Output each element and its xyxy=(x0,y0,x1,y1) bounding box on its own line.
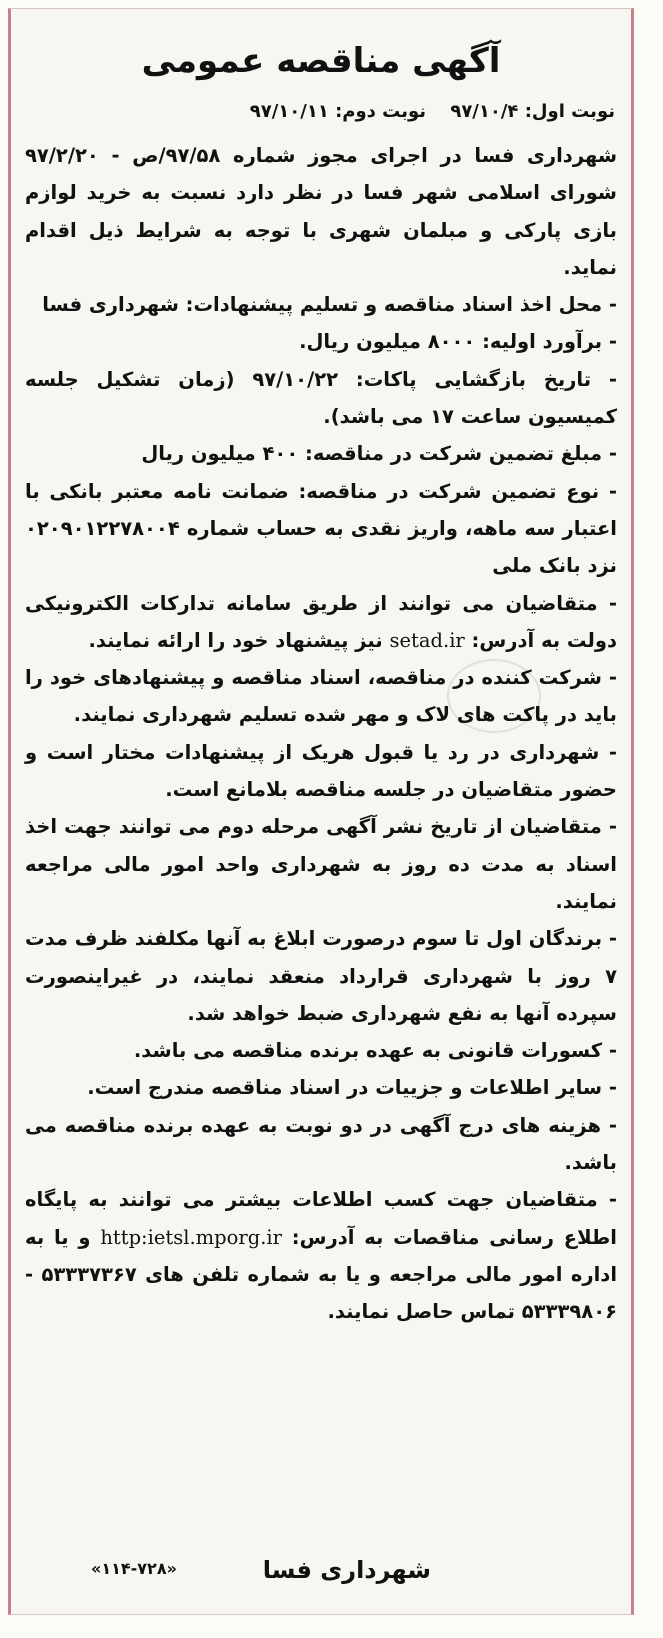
paragraph-intro: شهرداری فسا در اجرای مجوز شماره ۹۷/۵۸/ص - ۹۷/۲/۲۰ شورای اسلامی شهر فسا در نظر دارد نسبت به خرید لوازم بازی پارکی و مبلمان شهری با توجه به شرایط ذیل اقدام نماید. xyxy=(25,144,617,279)
newspaper-clipping xyxy=(8,8,634,1615)
notice-body xyxy=(25,137,617,1331)
setad-text-after: نیز پیشنهاد خود را ارائه نمایند. xyxy=(88,628,383,652)
second-round-date: نوبت دوم: ۹۷/۱۰/۱۱ xyxy=(249,101,427,122)
signature: شهرداری فسا xyxy=(262,1556,431,1584)
notice-title: آگهی مناقصه عمومی xyxy=(141,41,501,81)
paragraph-rejection-right: - شهرداری در رد یا قبول هریک از پیشنهادات مختار است و حضور متقاضیان در جلسه مناقصه بلامانع است. xyxy=(25,740,617,802)
first-round-date: نوبت اول: ۹۷/۱۰/۴ xyxy=(450,101,615,122)
paragraph-winners: - برندگان اول تا سوم درصورت ابلاغ به آنها مکلفند ظرف مدت ۷ روز با شهرداری قرارداد منعقد نمایند، در غیراینصورت سپرده آنها به نفع شهرداری ضبط خواهد شد. xyxy=(25,927,617,1025)
contact-link[interactable]: http:ietsl.mporg.ir xyxy=(100,1225,282,1249)
paragraph-location: - محل اخذ اسناد مناقصه و تسلیم پیشنهادات: شهرداری فسا xyxy=(42,293,617,317)
paragraph-estimate: - برآورد اولیه: ۸۰۰۰ میلیون ریال. xyxy=(299,330,617,354)
contact-text-before: - متقاضیان جهت کسب اطلاعات بیشتر می توانند به پایگاه اطلاع رسانی مناقصات به آدرس: xyxy=(25,1188,617,1249)
paragraph-setad xyxy=(25,585,617,660)
paragraph-document-collection: - متقاضیان از تاریخ نشر آگهی مرحله دوم می توانند جهت اخذ اسناد به مدت ده روز به شهرداری واحد امور مالی مراجعه نمایند. xyxy=(25,815,617,913)
paragraph-deductions: - کسورات قانونی به عهده برنده مناقصه می باشد. xyxy=(133,1039,617,1063)
paragraph-contact xyxy=(25,1181,617,1330)
paragraph-other-info: - سایر اطلاعات و جزییات در اسناد مناقصه مندرج است. xyxy=(87,1076,617,1100)
notice-code: «۱۱۴-۷۲۸» xyxy=(91,1559,177,1578)
paragraph-guarantee-amount: - مبلغ تضمین شرکت در مناقصه: ۴۰۰ میلیون ریال xyxy=(141,442,617,466)
paragraph-sealed-envelopes: - شرکت کننده در مناقصه، اسناد مناقصه و پیشنهادهای خود را باید در پاکت های لاک و مهر شده تسلیم شهرداری نمایند. xyxy=(25,666,617,727)
setad-text-before: - متقاضیان می توانند از طریق سامانه تدارکات الکترونیکی دولت به آدرس: xyxy=(25,591,617,652)
publication-dates xyxy=(232,101,615,122)
paragraph-ad-costs: - هزینه های درج آگهی در دو نوبت به عهده برنده مناقصه می باشد. xyxy=(25,1113,617,1175)
contact-text-after: و یا به اداره امور مالی مراجعه و یا به شماره تلفن های ۵۳۳۳۷۳۶۷ - ۵۳۳۳۹۸۰۶ تماس حاصل نمایند. xyxy=(25,1225,617,1324)
paragraph-guarantee-type: - نوع تضمین شرکت در مناقصه: ضمانت نامه معتبر بانکی با اعتبار سه ماهه، واریز نقدی به حساب شماره ۰۲۰۹۰۱۲۲۷۸۰۰۴ نزد بانک ملی xyxy=(25,479,617,578)
setad-link[interactable]: setad.ir xyxy=(389,628,465,652)
paragraph-opening-date: - تاریخ بازگشایی پاکات: ۹۷/۱۰/۲۲ (زمان تشکیل جلسه کمیسیون ساعت ۱۷ می باشد). xyxy=(25,367,617,429)
